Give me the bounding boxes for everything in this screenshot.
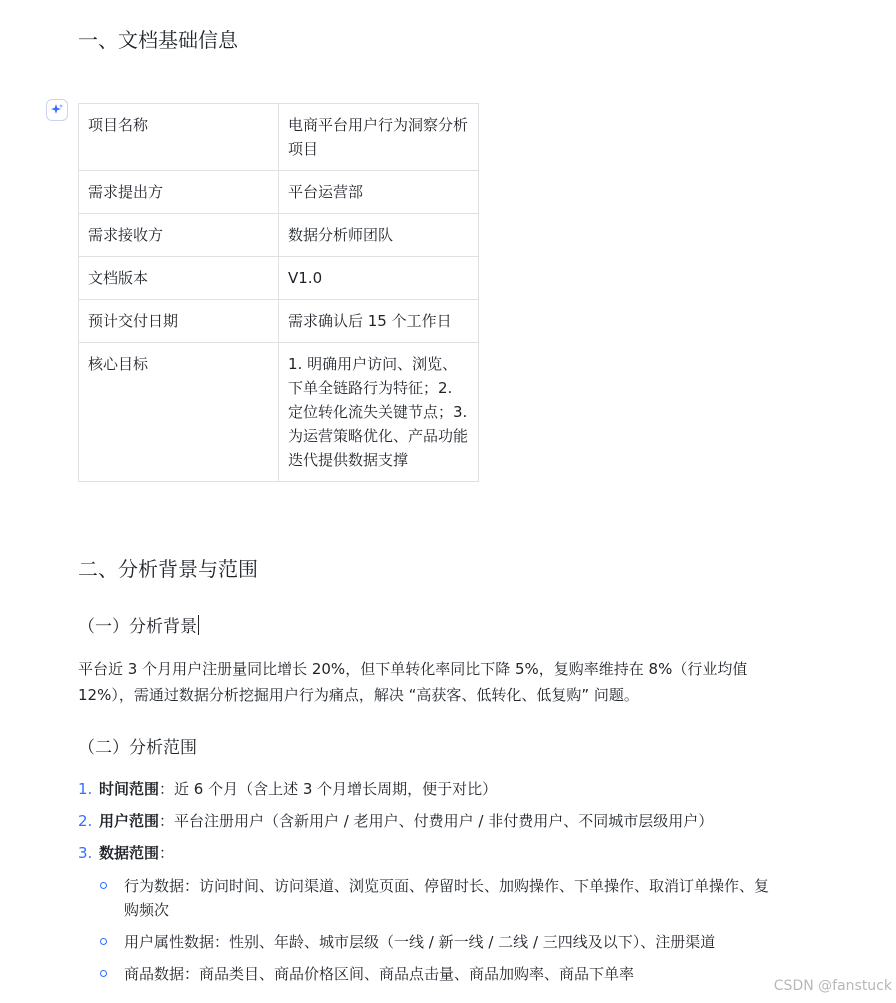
sparkle-icon [50,103,64,117]
subsection-heading-background [78,614,199,640]
table-row [79,300,479,343]
sub-list-text: 商品数据：商品类目、商品价格区间、商品点击量、商品加购率、商品下单率 [124,965,635,983]
list-number: 2. [78,812,93,830]
list-item [78,840,174,866]
table-key-cell[interactable]: 需求提出方 [79,171,279,214]
table-row [79,104,479,171]
sub-list-text: 用户属性数据：性别、年龄、城市层级（一线 / 新一线 / 二线 / 三四线及以下）、注册渠道 [124,933,716,951]
list-item [78,808,713,834]
text-cursor [198,615,199,635]
table-key-cell[interactable]: 预计交付日期 [79,300,279,343]
list-item-label: 时间范围 [99,780,160,798]
table-key-cell[interactable]: 文档版本 [79,257,279,300]
list-item-label: 用户范围 [99,812,160,830]
list-number: 3. [78,844,93,862]
bullet-icon [100,882,107,889]
ai-assistant-button[interactable] [46,99,68,121]
table-key-cell[interactable]: 需求接收方 [79,214,279,257]
subsection-heading-text: （一）分析背景 [78,617,197,637]
basic-info-table [78,103,479,482]
table-value-cell[interactable]: 平台运营部 [279,171,479,214]
subsection-heading-scope: （二）分析范围 [78,738,197,758]
table-row [79,343,479,482]
list-item-text: ：平台注册用户（含新用户 / 老用户、付费用户 / 非付费用户、不同城市层级用户） [159,812,714,830]
table-value-cell[interactable]: 1. 明确用户访问、浏览、下单全链路行为特征；2. 定位转化流失关键节点；3. 为运营策略优化、产品功能迭代提供数据支撑 [279,343,479,482]
watermark: CSDN @fanstuck [773,978,892,994]
bullet-icon [100,938,107,945]
table-row [79,214,479,257]
table-value-cell[interactable]: 需求确认后 15 个工作日 [279,300,479,343]
bullet-icon [100,970,107,977]
list-number: 1. [78,780,93,798]
table-key-cell[interactable]: 核心目标 [79,343,279,482]
list-item [78,776,497,802]
table-row [79,171,479,214]
section-title-basic-info: 一、文档基础信息 [78,28,238,52]
table-key-cell[interactable]: 项目名称 [79,104,279,171]
table-value-cell[interactable]: V1.0 [279,257,479,300]
list-item-text: ：近 6 个月（含上述 3 个月增长周期，便于对比） [159,780,498,798]
table-value-cell[interactable]: 数据分析师团队 [279,214,479,257]
list-item-label: 数据范围 [99,844,160,862]
background-paragraph: 平台近 3 个月用户注册量同比增长 20%，但下单转化率同比下降 5%，复购率维持在 8%（行业均值 12%），需通过数据分析挖掘用户行为痛点，解决 “高获客、低转化、低复购” 问题。 [78,660,748,704]
sub-list-text: 行为数据：访问时间、访问渠道、浏览页面、停留时长、加购操作、下单操作、取消订单操作、复购频次 [124,877,770,919]
list-item-text: ： [159,844,175,862]
section-title-background-scope: 二、分析背景与范围 [78,557,258,581]
table-row [79,257,479,300]
table-value-cell[interactable]: 电商平台用户行为洞察分析项目 [279,104,479,171]
